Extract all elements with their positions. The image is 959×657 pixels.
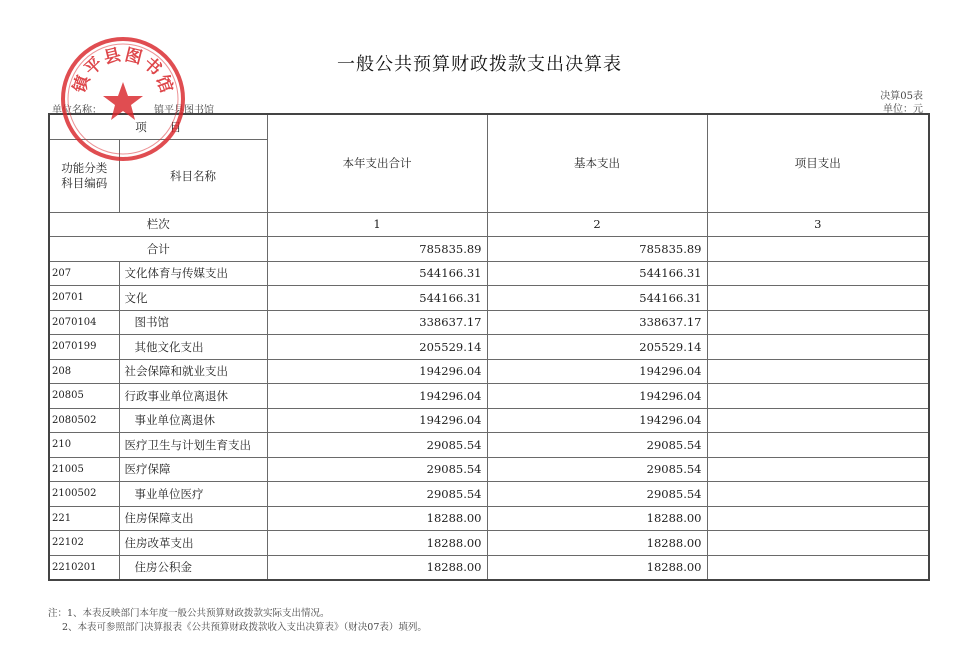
table-row	[49, 482, 929, 507]
lanci-label: 栏次	[49, 212, 267, 237]
row-basic: 29085.54	[487, 433, 707, 458]
row-basic: 29085.54	[487, 457, 707, 482]
row-code: 21005	[49, 457, 119, 482]
seal-char: 馆	[151, 72, 177, 96]
row-code: 208	[49, 359, 119, 384]
row-subject-name: 其他文化支出	[119, 335, 267, 360]
row-subject-name: 事业单位医疗	[119, 482, 267, 507]
header-col-basic: 基本支出	[487, 114, 707, 212]
table-row	[49, 531, 929, 556]
row-project	[707, 433, 929, 458]
row-amount: 544166.31	[267, 286, 487, 311]
row-code: 20701	[49, 286, 119, 311]
row-code: 2080502	[49, 408, 119, 433]
row-subject-name: 图书馆	[119, 310, 267, 335]
total-label: 合计	[49, 237, 267, 262]
table-row	[49, 261, 929, 286]
seal-char: 镇	[69, 72, 95, 96]
document-title: 一般公共预算财政拨款支出决算表	[337, 54, 622, 75]
row-subject-name: 行政事业单位离退休	[119, 384, 267, 409]
row-basic: 194296.04	[487, 384, 707, 409]
row-basic: 338637.17	[487, 310, 707, 335]
total-project	[707, 237, 929, 262]
row-amount: 29085.54	[267, 457, 487, 482]
header-subject-name: 科目名称	[119, 139, 267, 212]
row-code: 20805	[49, 384, 119, 409]
total-row	[49, 237, 929, 262]
row-code: 221	[49, 506, 119, 531]
row-project	[707, 286, 929, 311]
row-project	[707, 531, 929, 556]
row-amount: 194296.04	[267, 384, 487, 409]
row-amount: 194296.04	[267, 408, 487, 433]
footnote-1: 注：1、本表反映部门本年度一般公共预算财政拨款实际支出情况。	[48, 608, 330, 619]
row-code: 210	[49, 433, 119, 458]
row-amount: 29085.54	[267, 482, 487, 507]
row-subject-name: 住房保障支出	[119, 506, 267, 531]
table-row	[49, 310, 929, 335]
row-project	[707, 408, 929, 433]
row-code: 207	[49, 261, 119, 286]
row-code: 22102	[49, 531, 119, 556]
row-basic: 18288.00	[487, 531, 707, 556]
row-project	[707, 482, 929, 507]
row-project	[707, 457, 929, 482]
row-project	[707, 310, 929, 335]
unit-name-label: 单位名称：	[52, 105, 102, 116]
row-subject-name: 医疗卫生与计划生育支出	[119, 433, 267, 458]
table-row	[49, 408, 929, 433]
row-code: 2100502	[49, 482, 119, 507]
row-project	[707, 384, 929, 409]
row-code: 2070104	[49, 310, 119, 335]
seal-char: 县	[101, 45, 124, 69]
total-amount: 785835.89	[267, 237, 487, 262]
row-basic: 18288.00	[487, 555, 707, 580]
row-basic: 205529.14	[487, 335, 707, 360]
seal-char: 平	[80, 53, 107, 80]
row-subject-name: 文化体育与传媒支出	[119, 261, 267, 286]
lanci-col-2: 2	[487, 212, 707, 237]
row-basic: 194296.04	[487, 408, 707, 433]
unit-name-value: 镇平县图书馆	[154, 105, 214, 116]
header-project: 项 目	[49, 114, 267, 139]
currency-unit: 单位：元	[883, 104, 923, 115]
table-row	[49, 433, 929, 458]
form-number: 决算05表	[880, 91, 923, 102]
footnote-2: 2、本表可参照部门决算报表《公共预算财政拨款收入支出决算表》（财决07表）填列。	[62, 622, 427, 633]
seal-star-icon	[103, 82, 143, 120]
row-amount: 544166.31	[267, 261, 487, 286]
row-code: 2070199	[49, 335, 119, 360]
table-row	[49, 506, 929, 531]
table-row	[49, 359, 929, 384]
lanci-col-1: 1	[267, 212, 487, 237]
seal-char: 图	[122, 45, 145, 69]
row-amount: 29085.54	[267, 433, 487, 458]
row-project	[707, 261, 929, 286]
table-row	[49, 457, 929, 482]
header-col-project: 项目支出	[707, 114, 929, 212]
row-basic: 544166.31	[487, 286, 707, 311]
table-row	[49, 335, 929, 360]
row-subject-name: 事业单位离退休	[119, 408, 267, 433]
row-subject-name: 社会保障和就业支出	[119, 359, 267, 384]
row-basic: 18288.00	[487, 506, 707, 531]
official-seal	[58, 34, 188, 164]
header-func-code: 功能分类 科目编码	[49, 139, 119, 212]
total-basic: 785835.89	[487, 237, 707, 262]
seal-char: 书	[139, 53, 166, 80]
row-amount: 18288.00	[267, 555, 487, 580]
row-basic: 544166.31	[487, 261, 707, 286]
footnotes	[48, 607, 427, 635]
row-subject-name: 住房改革支出	[119, 531, 267, 556]
table-row	[49, 286, 929, 311]
row-basic: 29085.54	[487, 482, 707, 507]
row-amount: 205529.14	[267, 335, 487, 360]
row-subject-name: 文化	[119, 286, 267, 311]
row-project	[707, 335, 929, 360]
row-subject-name: 住房公积金	[119, 555, 267, 580]
table-row	[49, 384, 929, 409]
row-amount: 338637.17	[267, 310, 487, 335]
header-col-total: 本年支出合计	[267, 114, 487, 212]
expenditure-table	[48, 113, 930, 581]
table-row	[49, 555, 929, 580]
lanci-col-3: 3	[707, 212, 929, 237]
row-code: 2210201	[49, 555, 119, 580]
row-amount: 18288.00	[267, 531, 487, 556]
row-project	[707, 359, 929, 384]
row-basic: 194296.04	[487, 359, 707, 384]
row-project	[707, 506, 929, 531]
row-amount: 18288.00	[267, 506, 487, 531]
row-project	[707, 555, 929, 580]
row-subject-name: 医疗保障	[119, 457, 267, 482]
lanci-row	[49, 212, 929, 237]
row-amount: 194296.04	[267, 359, 487, 384]
